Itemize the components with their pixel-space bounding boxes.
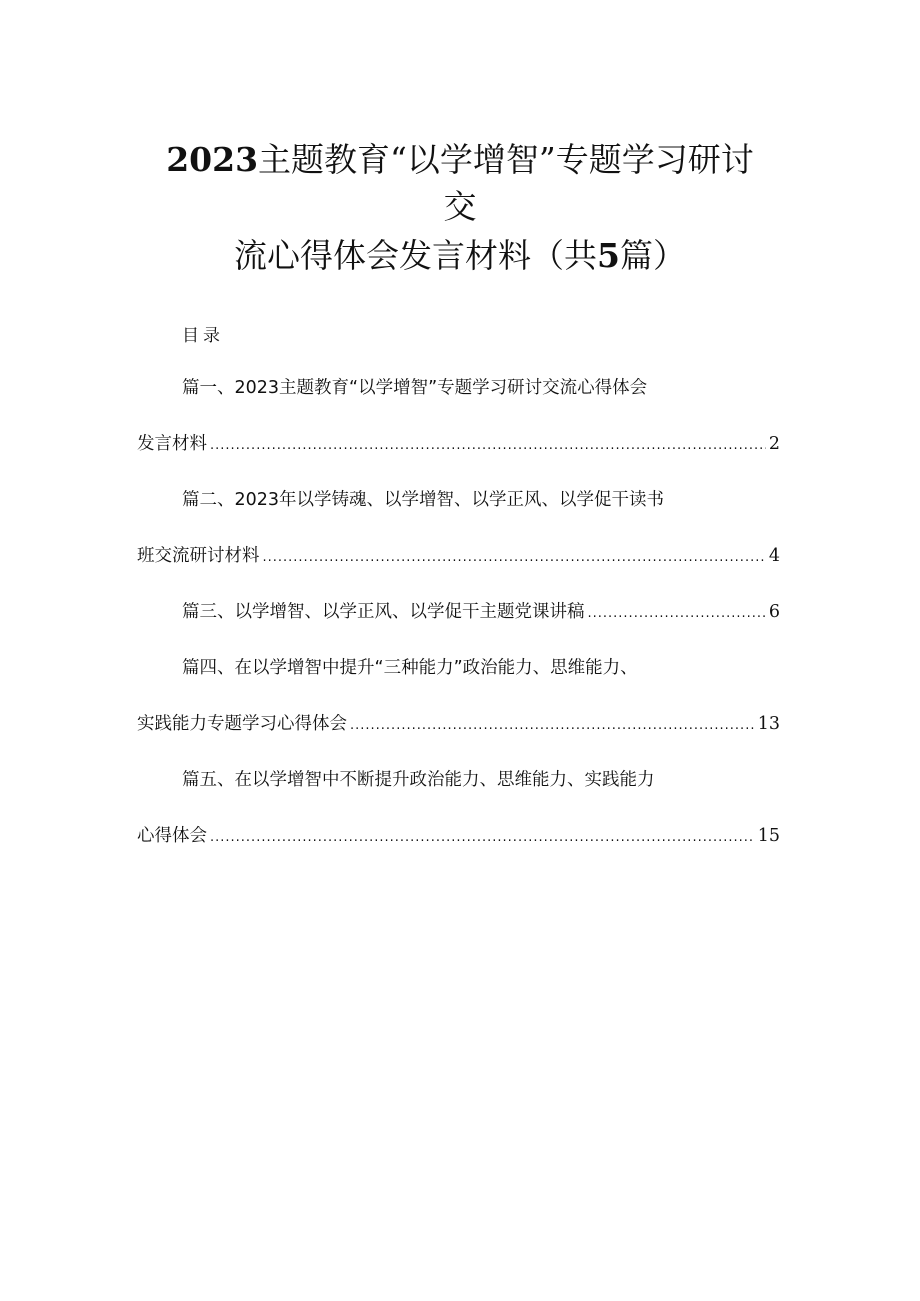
document-title-line-1 bbox=[0, 140, 920, 180]
toc-page-number: 6 bbox=[768, 602, 780, 622]
toc-leader-dots bbox=[350, 714, 755, 738]
toc-entry-3[interactable] bbox=[182, 600, 780, 626]
toc-leader-dots bbox=[263, 546, 766, 570]
title-text: 主题教育“以学增智”专题学习研讨 bbox=[258, 140, 754, 179]
toc-entry-2-line-2[interactable] bbox=[137, 544, 780, 570]
toc-page-number: 15 bbox=[757, 826, 780, 846]
toc-entry-text: 篇一、2023主题教育“以学增智”专题学习研讨交流心得体会 bbox=[182, 378, 648, 398]
toc-entry-text: 班交流研讨材料 bbox=[137, 546, 260, 566]
toc-leader-dots bbox=[210, 826, 755, 850]
toc-page-number: 4 bbox=[768, 546, 780, 566]
toc-entry-4-line-2[interactable] bbox=[137, 712, 780, 738]
title-count: 5 bbox=[597, 236, 620, 275]
toc-entry-text: 篇三、以学增智、以学正风、以学促干主题党课讲稿 bbox=[182, 602, 585, 622]
toc-entry-text: 心得体会 bbox=[137, 826, 207, 846]
toc-entry-4-line-1[interactable] bbox=[182, 656, 780, 680]
toc-heading: 目录 bbox=[182, 326, 224, 346]
toc-entry-text: 篇四、在以学增智中提升“三种能力”政治能力、思维能力、 bbox=[182, 658, 638, 678]
toc-entry-5-line-1[interactable] bbox=[182, 768, 780, 792]
toc-entry-text: 发言材料 bbox=[137, 434, 207, 454]
toc-entry-text: 篇五、在以学增智中不断提升政治能力、思维能力、实践能力 bbox=[182, 770, 655, 790]
toc-entry-text: 实践能力专题学习心得体会 bbox=[137, 714, 347, 734]
document-title-line-2: 交 bbox=[443, 187, 477, 226]
title-year: 2023 bbox=[166, 140, 259, 179]
toc-entry-1-line-2[interactable] bbox=[137, 432, 780, 458]
toc-page-number: 13 bbox=[757, 714, 780, 734]
toc-entry-text: 篇二、2023年以学铸魂、以学增智、以学正风、以学促干读书 bbox=[182, 490, 665, 510]
toc-entry-5-line-2[interactable] bbox=[137, 824, 780, 850]
toc-page-number: 2 bbox=[768, 434, 780, 454]
title-text-pre: 流心得体会发言材料（共 bbox=[234, 236, 598, 275]
title-text-post: 篇） bbox=[619, 236, 686, 275]
toc-leader-dots bbox=[588, 602, 766, 626]
toc-entry-1-line-1[interactable] bbox=[182, 376, 780, 400]
document-title-line-3 bbox=[0, 236, 920, 276]
toc-leader-dots bbox=[210, 434, 766, 458]
toc-entry-2-line-1[interactable] bbox=[182, 488, 780, 512]
